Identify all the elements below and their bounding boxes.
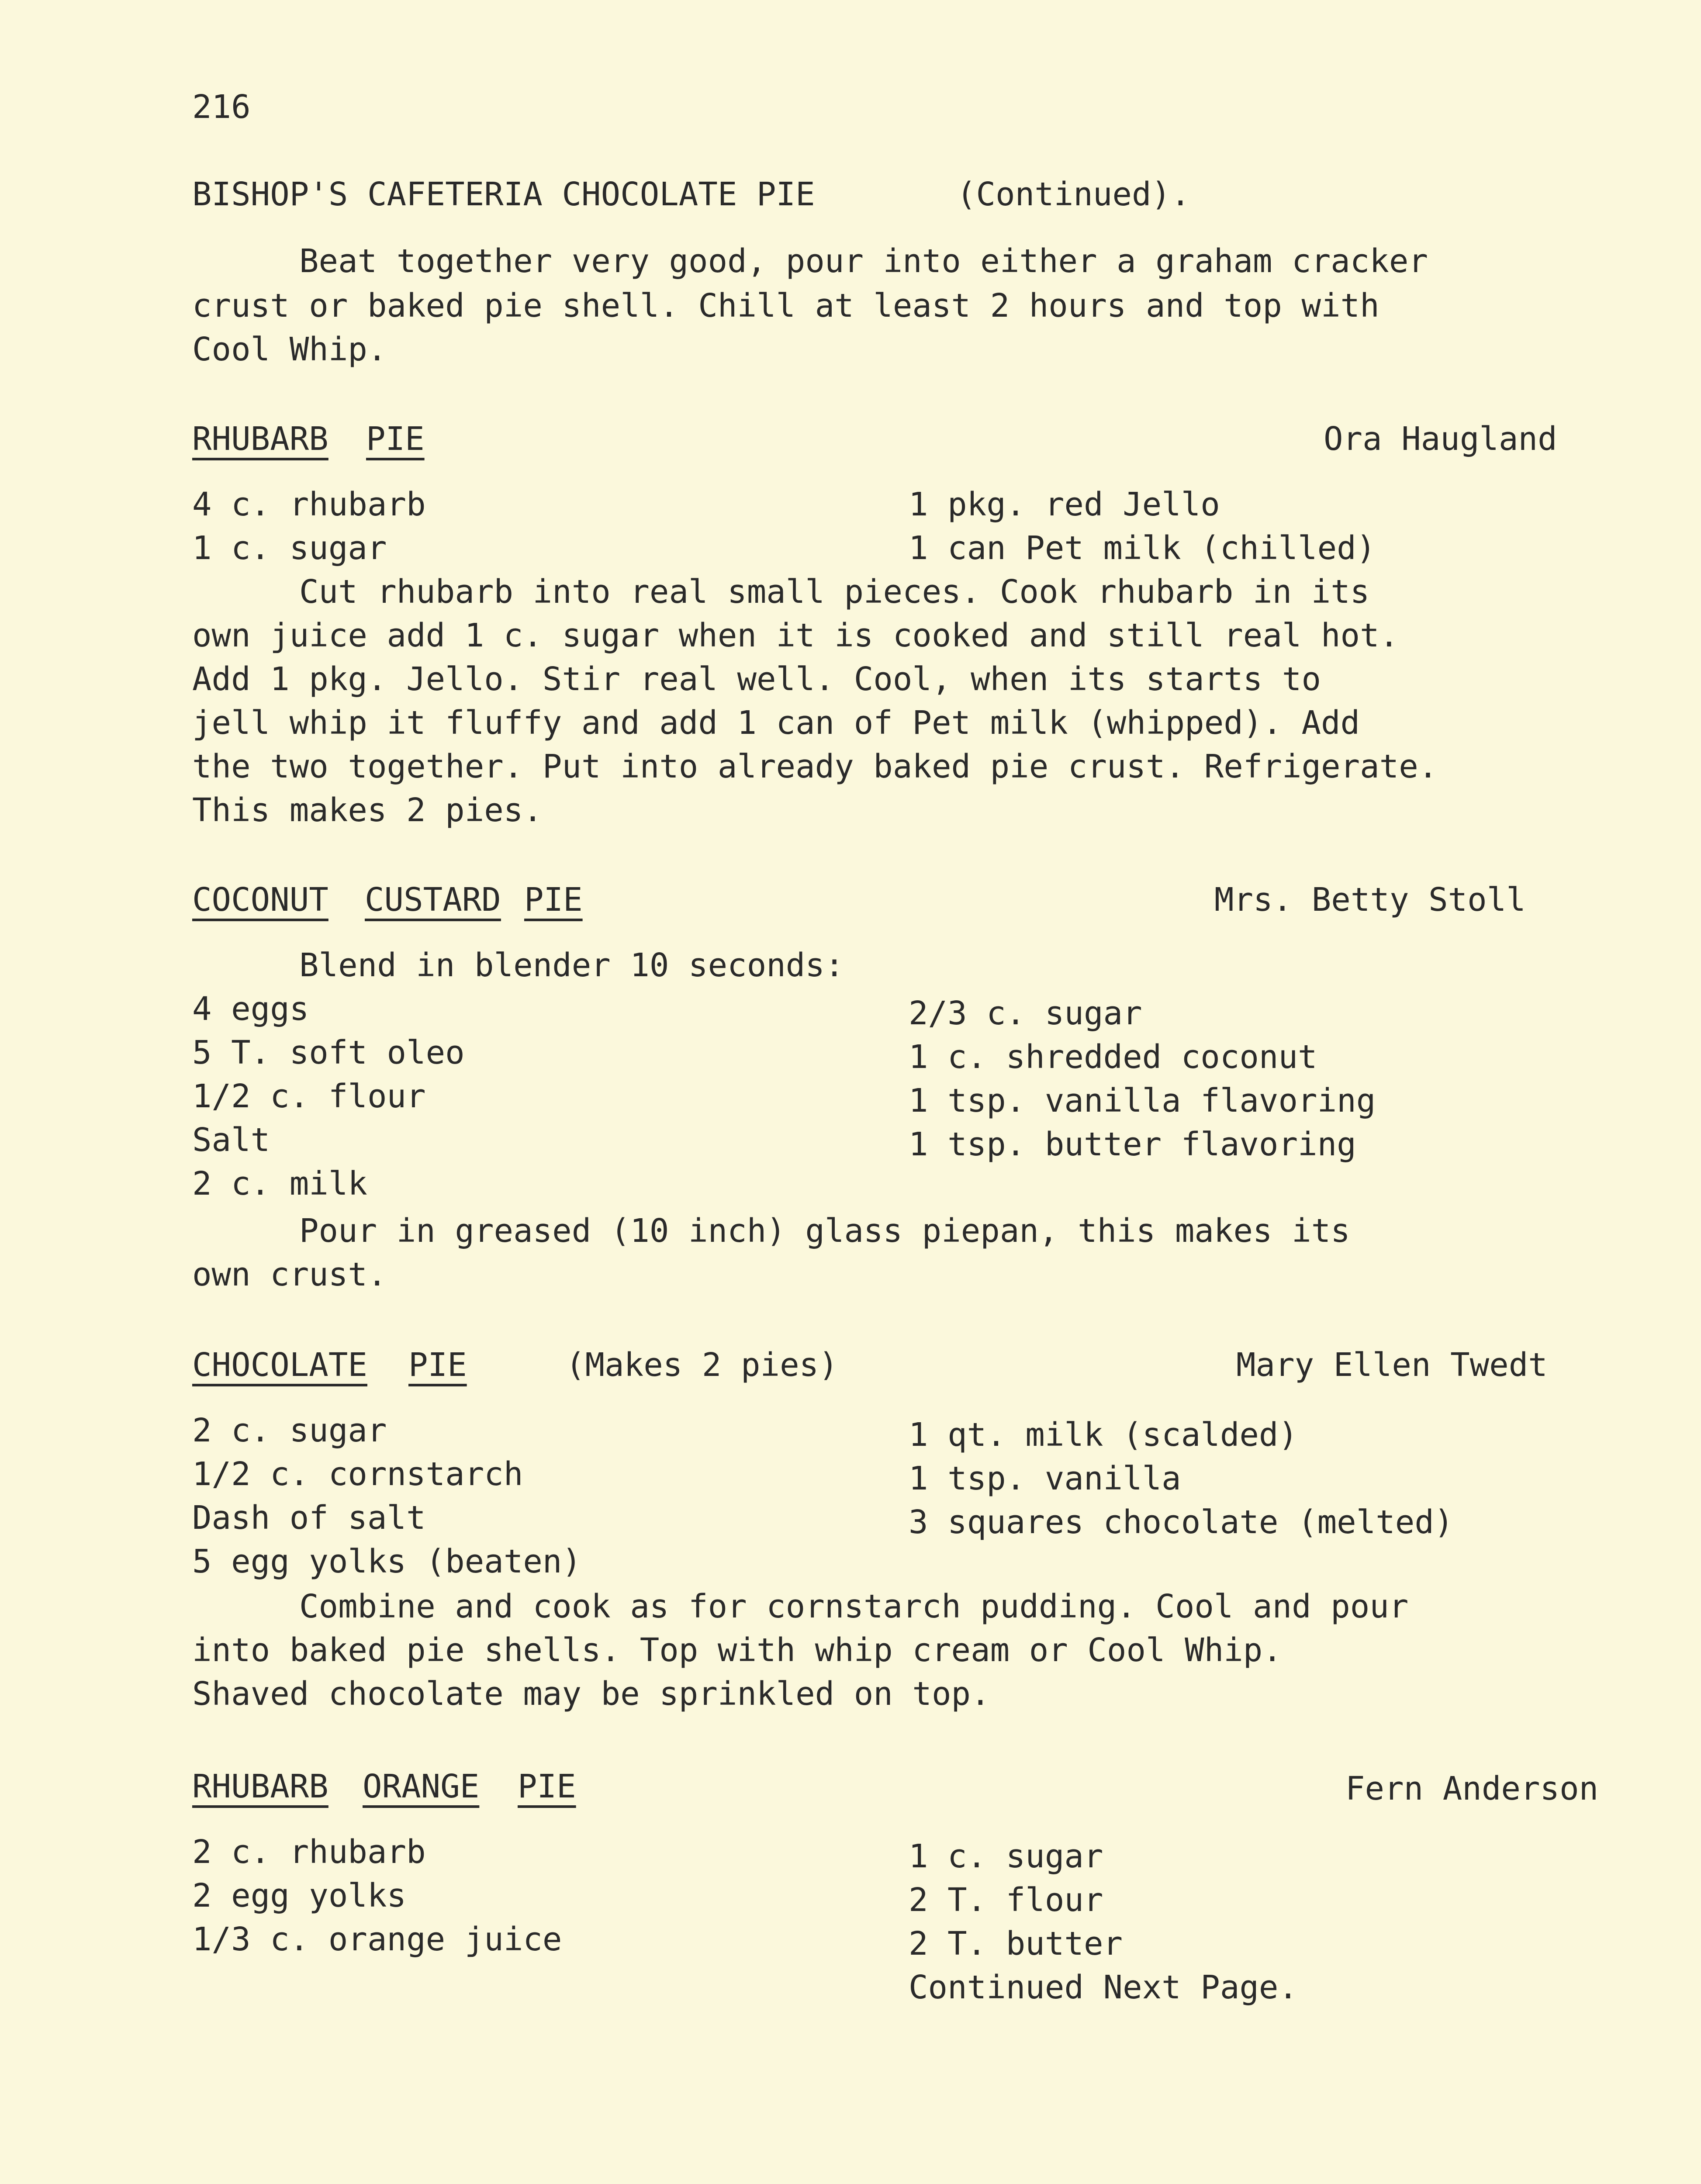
recipe-title-word: PIE xyxy=(518,1768,576,1805)
recipe-title-word: CUSTARD xyxy=(365,881,501,919)
ingredient: 2 c. sugar xyxy=(192,1412,387,1449)
ingredient: 2 T. flour xyxy=(909,1881,1103,1919)
recipe-author: Fern Anderson xyxy=(1345,1770,1599,1807)
ingredient: 2/3 c. sugar xyxy=(909,995,1142,1032)
recipe-body-line: Cut rhubarb into real small pieces. Cook rhubarb in its xyxy=(299,573,1370,611)
recipe-yield-note: (Makes 2 pies) xyxy=(566,1346,838,1384)
recipe-continued: (Continued). xyxy=(957,176,1190,213)
recipe-body-line: jell whip it fluffy and add 1 can of Pet milk (whipped). Add xyxy=(192,704,1360,742)
recipe-title-word: PIE xyxy=(408,1346,467,1384)
ingredient: 5 T. soft oleo xyxy=(192,1034,465,1071)
recipe-body-line: the two together. Put into already baked pie crust. Refrigerate. xyxy=(192,748,1438,785)
recipe-title-word: PIE xyxy=(524,881,583,919)
ingredient: 4 eggs xyxy=(192,990,309,1028)
ingredient: 1 tsp. vanilla xyxy=(909,1460,1181,1497)
recipe-title-word: ORANGE xyxy=(363,1768,480,1805)
ingredient: 1 c. sugar xyxy=(909,1838,1103,1875)
recipe-title-word: PIE xyxy=(366,420,425,458)
recipe-body-line: into baked pie shells. Top with whip cream or Cool Whip. xyxy=(192,1631,1282,1669)
recipe-body-line: This makes 2 pies. xyxy=(192,791,543,829)
ingredient: 1 tsp. vanilla flavoring xyxy=(909,1082,1376,1120)
ingredient: 2 T. butter xyxy=(909,1925,1123,1963)
recipe-body-line: Cool Whip. xyxy=(192,331,387,368)
recipe-body-line: Add 1 pkg. Jello. Stir real well. Cool, when its starts to xyxy=(192,660,1321,698)
ingredient: 2 egg yolks xyxy=(192,1877,407,1914)
recipe-author: Mrs. Betty Stoll xyxy=(1214,881,1526,919)
recipe-body-line: crust or baked pie shell. Chill at least 2 hours and top with xyxy=(192,287,1379,325)
ingredient: 1/2 c. flour xyxy=(192,1078,426,1115)
ingredient: 2 c. milk xyxy=(192,1165,367,1203)
ingredient: Dash of salt xyxy=(192,1499,426,1537)
ingredient: 1 c. shredded coconut xyxy=(909,1038,1317,1076)
ingredient: 1 pkg. red Jello xyxy=(909,486,1220,523)
ingredient: 1 qt. milk (scalded) xyxy=(909,1416,1298,1454)
ingredient: 5 egg yolks (beaten) xyxy=(192,1543,582,1580)
recipe-author: Ora Haugland xyxy=(1324,420,1557,458)
recipe-title-word: CHOCOLATE xyxy=(192,1346,367,1384)
recipe-title-word: RHUBARB xyxy=(192,420,328,458)
page-number: 216 xyxy=(192,88,251,126)
recipe-author: Mary Ellen Twedt xyxy=(1236,1346,1548,1384)
ingredient: 1/2 c. cornstarch xyxy=(192,1455,523,1493)
recipe-title: BISHOP'S CAFETERIA CHOCOLATE PIE xyxy=(192,176,815,213)
recipe-body-line: own crust. xyxy=(192,1256,387,1293)
ingredient: 2 c. rhubarb xyxy=(192,1833,426,1871)
recipe-body-line: own juice add 1 c. sugar when it is cooked and still real hot. xyxy=(192,617,1399,654)
recipe-body-line: Shaved chocolate may be sprinkled on top. xyxy=(192,1675,990,1713)
recipe-title-word: RHUBARB xyxy=(192,1768,328,1805)
ingredient: Salt xyxy=(192,1121,270,1159)
ingredient: 1 can Pet milk (chilled) xyxy=(909,529,1376,567)
recipe-body-line: Beat together very good, pour into either a graham cracker xyxy=(299,242,1428,280)
recipe-body-line: Pour in greased (10 inch) glass piepan, this makes its xyxy=(299,1212,1350,1250)
ingredient: 1 tsp. butter flavoring xyxy=(909,1126,1356,1163)
ingredient: 3 squares chocolate (melted) xyxy=(909,1503,1454,1541)
recipe-title-word: COCONUT xyxy=(192,881,328,919)
recipe-body-line: Combine and cook as for cornstarch pudding. Cool and pour xyxy=(299,1588,1409,1625)
continued-note: Continued Next Page. xyxy=(909,1969,1298,2006)
ingredient: 1 c. sugar xyxy=(192,529,387,567)
ingredient: 1/3 c. orange juice xyxy=(192,1921,562,1958)
recipe-intro: Blend in blender 10 seconds: xyxy=(299,947,844,984)
ingredient: 4 c. rhubarb xyxy=(192,486,426,523)
